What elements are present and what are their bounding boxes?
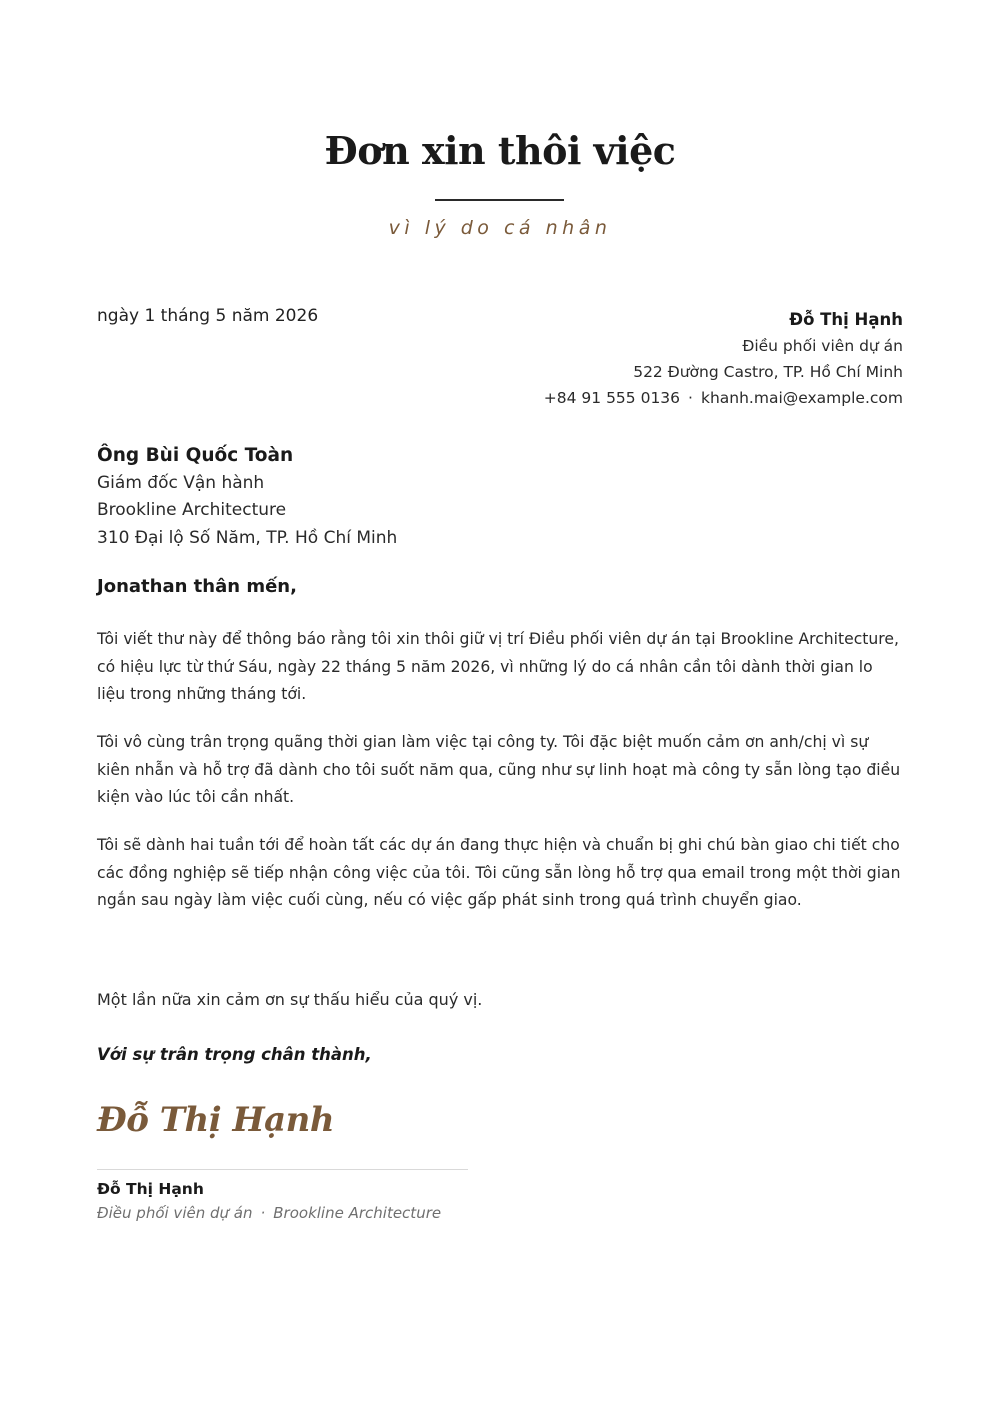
sender-role: Điều phối viên dự án (742, 337, 903, 355)
signoff: Với sự trân trọng chân thành, (97, 1045, 372, 1064)
sender-address: 522 Đường Castro, TP. Hồ Chí Minh (633, 363, 903, 381)
greeting: Jonathan thân mến, (97, 576, 297, 597)
sender-contact (544, 385, 903, 411)
sender-email: khanh.mai@example.com (700, 389, 903, 407)
sender-phone: +84 91 555 0136 (543, 389, 681, 407)
sender-block (544, 307, 903, 411)
signature-role: Điều phối viên dự án (97, 1204, 253, 1222)
letter-date: ngày 1 tháng 5 năm 2026 (97, 306, 319, 326)
sender-name: Đỗ Thị Hạnh (789, 310, 903, 329)
recipient-role: Giám đốc Vận hành (97, 472, 265, 493)
contact-separator: · (688, 389, 693, 407)
closing-line: Một lần nữa xin cảm ơn sự thấu hiểu của quý vị. (97, 990, 483, 1009)
body-paragraph: Tôi viết thư này để thông báo rằng tôi xin thôi giữ vị trí Điều phối viên dự án tại Brookline Architecture, có hiệu lực từ thứ Sáu, ngày 22 tháng 5 năm 2026, vì những lý do cá nhân cần tôi dành thời gian lo liệu trong những tháng tới. (97, 630, 899, 703)
body-paragraph: Tôi sẽ dành hai tuần tới để hoàn tất các dự án đang thực hiện và chuẩn bị ghi chú bàn giao chi tiết cho các đồng nghiệp sẽ tiếp nhận công việc của tôi. Tôi cũng sẵn lòng hỗ trợ qua email trong một thời gian ngắn sau ngày làm việc cuối cùng, nếu có việc gấp phát sinh trong quá trình chuyển giao. (97, 836, 901, 909)
signature-name: Đỗ Thị Hạnh (97, 1180, 204, 1198)
document-subtitle: vì lý do cá nhân (388, 217, 612, 239)
recipient-company: Brookline Architecture (97, 500, 287, 520)
body-paragraph: Tôi vô cùng trân trọng quãng thời gian làm việc tại công ty. Tôi đặc biệt muốn cảm ơn anh/chị vì sự kiên nhẫn và hỗ trợ đã dành cho tôi suốt năm qua, cũng như sự linh hoạt mà công ty sẵn lòng tạo điều kiện vào lúc tôi cần nhất. (97, 733, 901, 806)
handwritten-signature: Đỗ Thị Hạnh (97, 1100, 335, 1140)
recipient-block (97, 442, 397, 552)
title-divider (435, 199, 564, 201)
recipient-name: Ông Bùi Quốc Toàn (97, 445, 294, 466)
signature-company: Brookline Architecture (273, 1204, 442, 1222)
document-title: Đơn xin thôi việc (324, 128, 676, 173)
signature-role-line (97, 1204, 441, 1222)
recipient-address: 310 Đại lộ Số Năm, TP. Hồ Chí Minh (97, 527, 398, 548)
signature-separator: · (260, 1204, 266, 1222)
signature-divider (97, 1169, 468, 1170)
